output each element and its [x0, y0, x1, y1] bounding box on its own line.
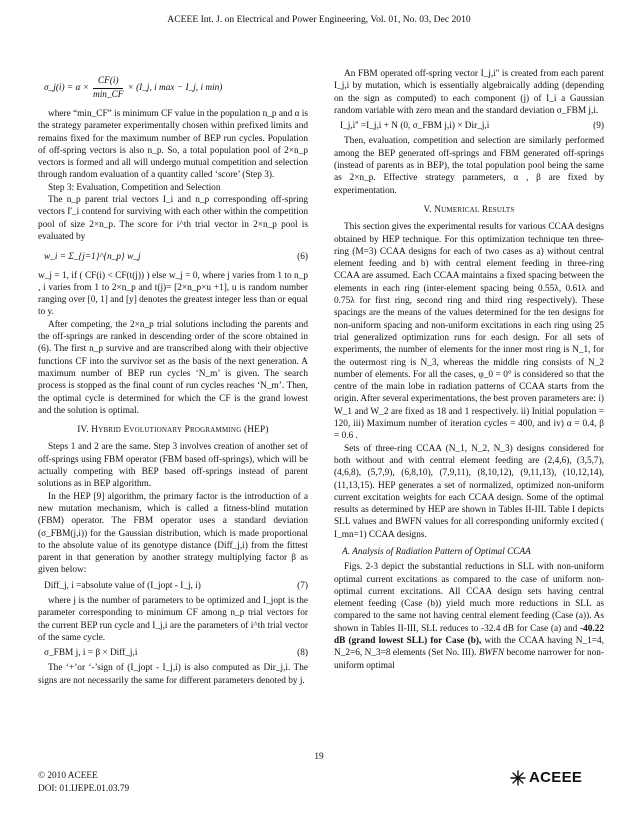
equation-9-text: I_j,i'' =I_j,i + N (0, σ_FBM j,i) × Dir_j,i	[340, 121, 490, 132]
sigma-eq-numerator: CF(i)	[97, 76, 119, 87]
sigma-eq-lhs: σ_j(i) = α ×	[44, 82, 89, 93]
sigma-equation	[38, 68, 308, 108]
paragraph-after-competing: After competing, the 2×n_p trial solutions including the parents and the off-springs are ranked in descending order of the score obtained in (6). The first n_p survive and are transcribed along with their objective functions CF into the survivor set as the basis of the next generation. A maximum number of BEP run cycles ‘N_m’ is given. The search process is stopped as the final count of run cycles reaches ‘N_m’. Then, the optimal cycle is determined for which the CF is the grand lowest and the solution is optimal.	[38, 319, 308, 416]
paragraph-fbm-offspring: An FBM operated off-spring vector I_j,i'' is created from each parent I_j,i by mutation, which is essentially algebraically adding (depending on the sign as computed) to each component (j) of I_i a Gaussian random variable with zero mean and the standard deviation σ_FBM j,i.	[334, 69, 604, 116]
radiation-text-1: Figs. 2-3 depict the substantial reductions in SLL with non-uniform optimal current excitations as compared to the case of uniform non-optimal current excitations. All CCAA design sets having central element feeding (Case (b)) yield much more reductions in SLL as compared to the same not having central element feeding (Case (a)). As shown in Tables II-III, SLL reduces to -32.4 dB for Case (a) and	[334, 562, 604, 634]
radiation-text-3: become narrower for non-uniform optimal	[334, 648, 604, 671]
paragraph-radiation-analysis	[334, 561, 604, 672]
radiation-text-bold: -40.22 dB (grand lowest SLL) for Case (b),	[334, 623, 604, 647]
equation-9-number: (9)	[593, 121, 604, 132]
step3-heading: Step 3: Evaluation, Competition and Selection	[48, 182, 221, 193]
page-number: 19	[314, 752, 324, 762]
equation-7-number: (7)	[297, 580, 308, 591]
paragraph-hep-fbm: In the HEP [9] algorithm, the primary factor is the introduction of a new mutation mechanism, which is called a fitness-blind mutation (FBM) operator. The FBM operator uses a standard deviation (σ_FBM(j,i)) for the Gaussian distribution, which is made proportional to the absolute value of its genotype distance (Diff_j,i) from the fittest parent in that generation by another strategy multiplying factor β as given below:	[38, 491, 308, 576]
equation-6-number: (6)	[297, 252, 308, 263]
paragraph-design-sets: Sets of three-ring CCAA (N_1, N_2, N_3) designs considered for both without and with central element feeding are (2,4,6), (3,5,7), (4,6,8), (5,7,9), (6,8,10), (7,9,11), (8,10,12), (9,11,13), (10,12,14), (11,13,15). HEP generates a set of normalized, optimized non-uniform current excitation weights for each CCAA design. Some of the optimal results as determined by HEP are shown in Tables II-III. Table I depicts SLL values and BWFN values for all corresponding uniformly excited ( I_mn=1) CCAA designs.	[334, 443, 604, 540]
footer-left	[38, 770, 129, 795]
subsection-a-heading: A. Analysis of Radiation Pattern of Optimal CCAA	[342, 546, 531, 557]
footer-copyright: © 2010 ACEEE	[38, 771, 98, 781]
sigma-eq-rhs: × (I_j, i max − I_j, i min)	[127, 82, 223, 93]
equation-8-number: (8)	[297, 648, 308, 659]
logo-text: ACEEE	[529, 769, 583, 786]
left-column	[38, 68, 308, 687]
paragraph-sign: The ‘+’or ‘-’sign of (I_jopt - I_j,i) is also computed as Dir_j,i. The signs are not necessarily the same for different parameters denoted by j.	[38, 663, 308, 686]
running-header: ACEEE Int. J. on Electrical and Power Engineering, Vol. 01, No. 03, Dec 2010	[167, 14, 471, 25]
paragraph-numerical-results: This section gives the experimental results for various CCAA designs obtained by HEP technique. For this optimization technique ten three-ring (M=3) CCAA designs for each of two cases as a) without central element feeding and b) with central element feeding in three-ring CCAA are assumed. Each CCAA maintains a fixed spacing between the elements in each ring (inter-element spacing being 0.55λ, 0.61λ and 0.75λ for first ring, second ring and third ring respectively). These spacings are the means of the values determined for the ten designs for non-uniform spacing and non-uniform excitations in each ring using 25 trial generalized optimization runs for each design. For all sets of experiments, the number of elements for the inner most ring is N_1, for the outermost ring is N_3, whereas the middle ring consists of N_2 number of elements. For all the cases, φ_0 = 0° is considered so that the centre of the main lobe in radiation patterns of CCAA starts from the origin. After several experimentations, the best proven parameters are: i) W_1 and W_2 are fixed as 18 and 1 respectively. ii) Initial population = 120, iii) Maximum number of iteration cycles = 400, and iv) α = 0.4, β = 0.6 .	[334, 222, 604, 442]
star-burst-icon	[510, 770, 526, 786]
section-iv-heading: IV. Hybrid Evolutionary Programming (HEP)	[77, 425, 269, 436]
sigma-eq-fraction	[93, 75, 123, 101]
section-v-heading: V. Numerical Results	[423, 204, 515, 215]
paragraph-weights: w_j = 1, if ( CF(i) < CF(t(j)) ) else w_j = 0, where j varies from 1 to n_p , i varies from 1 to 2×n_p and t(j)= [2×n_p×u +1], u is random number ranging over [0, 1] and [y] denotes the greatest integer less than or equal to y.	[38, 270, 308, 318]
equation-8-text: σ_FBM j, i = β × Diff_j,i	[44, 648, 138, 659]
paragraph-evaluation: Then, evaluation, competition and selection are similarly performed among the BEP generated off-springs and FBM generated off-springs (instead of parents as in BEP), the total population pool being the same as 2×n_p. Effective strategy parameters, α , β are fixed by experimentation.	[334, 136, 604, 196]
equation-6-text: w_i = Σ_{j=1}^{n_p} w_j	[44, 252, 141, 263]
paragraph-score: The n_p parent trial vectors I_i and n_p corresponding off-spring vectors I'_i contend for surviving with each other within the competition pool of size 2×n_p. The score for i^th trial vector in 2×n_p pool is evaluated by	[38, 195, 308, 242]
equation-7-text: Diff_j, i =absolute value of (I_jopt - I_j, i)	[44, 580, 201, 591]
equation-6	[38, 251, 308, 263]
radiation-text-2: with the CCAA having N_1=4, N_2=6, N_3=8 elements (Set No. III).	[334, 636, 604, 659]
equation-9	[334, 120, 604, 132]
paragraph-hep-steps: Steps 1 and 2 are the same. Step 3 involves creation of another set of off-springs using FBM operator (FBM based off-springs), which will be actually competing with BEP based off-springs instead of parent solutions as in BEP algorithm.	[38, 442, 308, 490]
radiation-text-bwfn: BWFN	[478, 648, 505, 659]
equation-7	[38, 580, 308, 592]
paragraph-where-j: where j is the number of parameters to be optimized and I_jopt is the parameter corresponding to minimum CF among n_p trial vectors for the current BEP run cycle and I_j,i are the parameters of i^th trial vector of the same cycle.	[38, 595, 308, 643]
right-column	[334, 68, 604, 672]
aceee-logo	[510, 769, 582, 786]
equation-8	[38, 647, 308, 659]
paragraph-where-min-cf: where “min_CF” is minimum CF value in the population n_p and α is the strategy parameter experimentally chosen within prefixed limits and remains fixed for the maximum number of BEP run cycles. Population of off-spring vectors is also n_p. So, a total population pool of 2×n_p vectors is formed and all will undergo mutual competition and selection through random evaluation of a quantity called ‘score’ (Step 3).	[38, 109, 308, 181]
sigma-eq-denominator: min_CF	[93, 89, 124, 100]
footer-doi: DOI: 01.IJEPE.01.03.79	[38, 783, 130, 794]
